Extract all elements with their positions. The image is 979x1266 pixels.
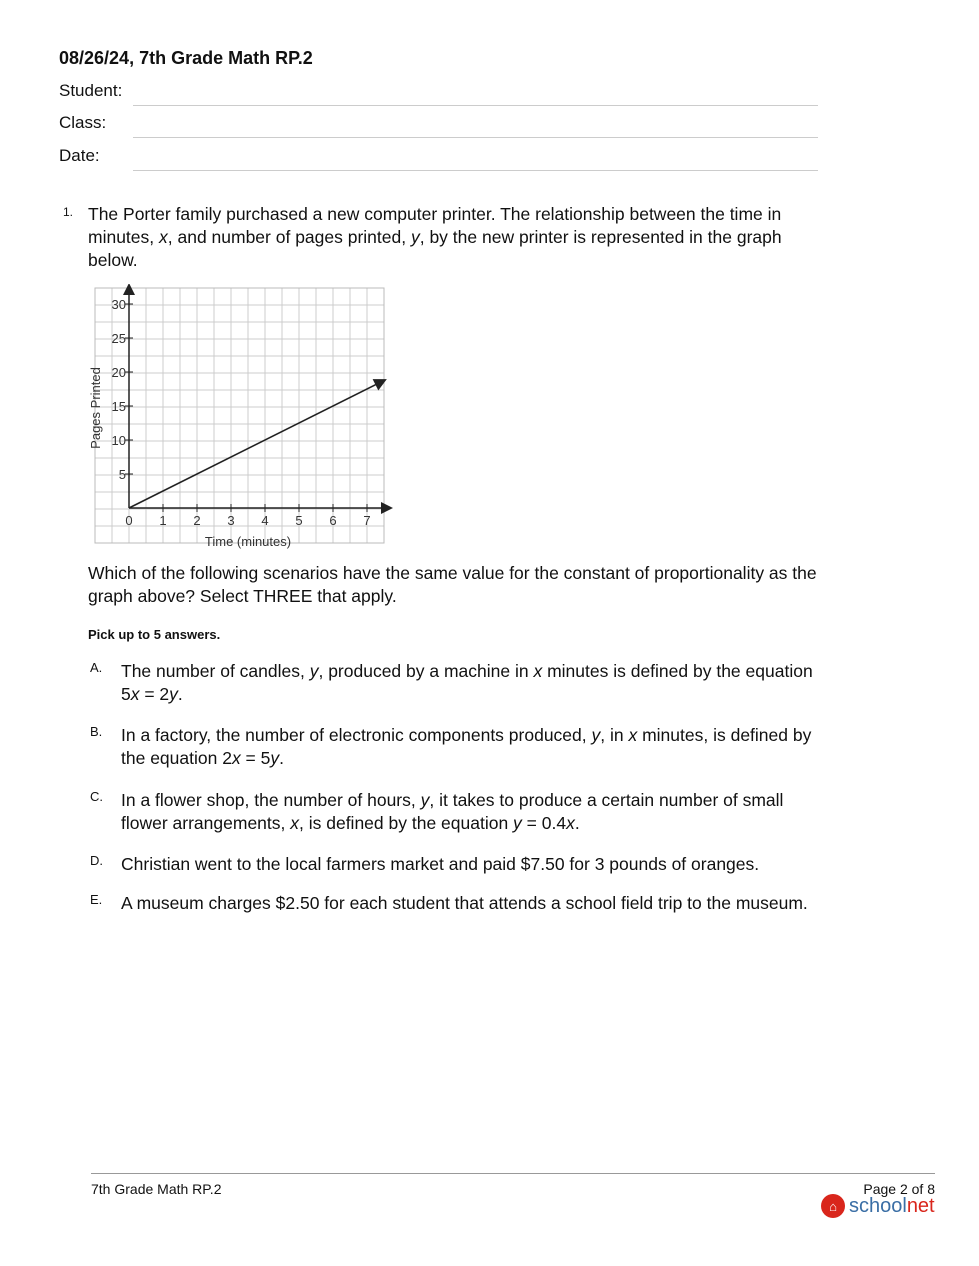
text-segment: The number of candles, (121, 661, 310, 681)
text-segment: , produced by a machine in (318, 661, 534, 681)
text-segment: = 0.4 (521, 813, 567, 833)
text-segment: , is defined by the equation (299, 813, 514, 833)
text-segment: , it takes to produce a certain number of small flower arrangements, (121, 790, 784, 833)
footer-divider (91, 1173, 935, 1174)
student-line (133, 105, 818, 106)
text-segment: Christian went to the local farmers market and paid $7.50 for 3 pounds of oranges. (121, 854, 760, 874)
text-segment: In a factory, the number of electronic components produced, (121, 725, 592, 745)
text-segment: . (279, 748, 284, 768)
text-segment: , by the new printer is represented in the graph below. (88, 227, 782, 270)
y-tick-label: 15 (111, 399, 126, 414)
text-segment: = 5 (240, 748, 271, 768)
answer-limit-note: Pick up to 5 answers. (88, 627, 221, 642)
option-letter: D. (90, 853, 103, 868)
x-tick-label: 6 (329, 513, 337, 528)
text-segment: y (309, 661, 319, 681)
house-icon: ⌂ (821, 1194, 845, 1218)
y-tick-label: 5 (118, 467, 126, 482)
date-label: Date: (59, 146, 100, 165)
class-label: Class: (59, 113, 107, 132)
text-segment: y (420, 790, 430, 810)
text-segment: x (566, 813, 575, 833)
text-segment: A museum charges $2.50 for each student that attends a school field trip to the museum. (121, 893, 808, 913)
student-label: Student: (59, 81, 123, 100)
footer-title: 7th Grade Math RP.2 (91, 1181, 222, 1197)
option-text (121, 724, 821, 770)
x-tick-label: 2 (193, 513, 201, 528)
y-tick-label: 10 (111, 433, 126, 448)
option-letter: A. (90, 660, 103, 675)
schoolnet-logo: ⌂ schoolnet (821, 1194, 935, 1218)
option-letter: C. (90, 789, 103, 804)
grid-border (95, 288, 384, 543)
series-line (129, 381, 384, 509)
text-segment: . (177, 684, 183, 704)
x-tick-label: 3 (227, 513, 235, 528)
option-letter: E. (90, 892, 103, 907)
x-axis-label: Time (minutes) (204, 534, 292, 549)
text-segment: y (169, 684, 178, 704)
text-segment: x (130, 684, 140, 704)
text-segment: x (231, 748, 241, 768)
option-letter: B. (90, 724, 103, 739)
option-text (121, 892, 821, 915)
text-segment: y (513, 813, 522, 833)
text-segment: y (591, 725, 601, 745)
text-segment: . (574, 813, 580, 833)
text-segment: x (533, 661, 543, 681)
text-segment: minutes, is defined by the equation 2 (121, 725, 812, 768)
page-number: Page 2 of 8 (863, 1181, 935, 1197)
option-text (121, 789, 821, 835)
y-tick-label: 30 (111, 297, 126, 312)
text-segment: = 2 (139, 684, 170, 704)
text-segment: y (270, 748, 280, 768)
question-stem (88, 203, 828, 272)
date-line (133, 170, 818, 171)
text-segment: The Porter family purchased a new computer printer. The relationship between the time in minutes, (88, 204, 782, 247)
y-axis-label: Pages Printed (88, 367, 103, 449)
x-tick-label: 1 (159, 513, 167, 528)
x-tick-label: 7 (363, 513, 371, 528)
text-segment: x (628, 725, 638, 745)
x-tick-label: 0 (125, 513, 133, 528)
text-segment: , in (600, 725, 629, 745)
text-segment: minutes is defined by the equation 5 (121, 661, 813, 704)
option-text (121, 660, 821, 706)
y-tick-label: 20 (111, 365, 126, 380)
text-segment: y (410, 227, 420, 247)
page-title: 08/26/24, 7th Grade Math RP.2 (59, 48, 313, 68)
text-segment: , and number of pages printed, (167, 227, 411, 247)
question-prompt: Which of the following scenarios have the same value for the constant of proportionality as the graph above? Select THREE that apply. (88, 563, 817, 606)
text-segment: x (290, 813, 299, 833)
x-tick-label: 5 (295, 513, 303, 528)
x-tick-label: 4 (261, 513, 269, 528)
printer-graph (85, 284, 395, 549)
option-text (121, 853, 821, 876)
question-number: 1. (63, 205, 74, 219)
y-tick-label: 25 (111, 331, 126, 346)
text-segment: x (159, 227, 168, 247)
class-line (133, 137, 818, 138)
text-segment: In a flower shop, the number of hours, (121, 790, 421, 810)
